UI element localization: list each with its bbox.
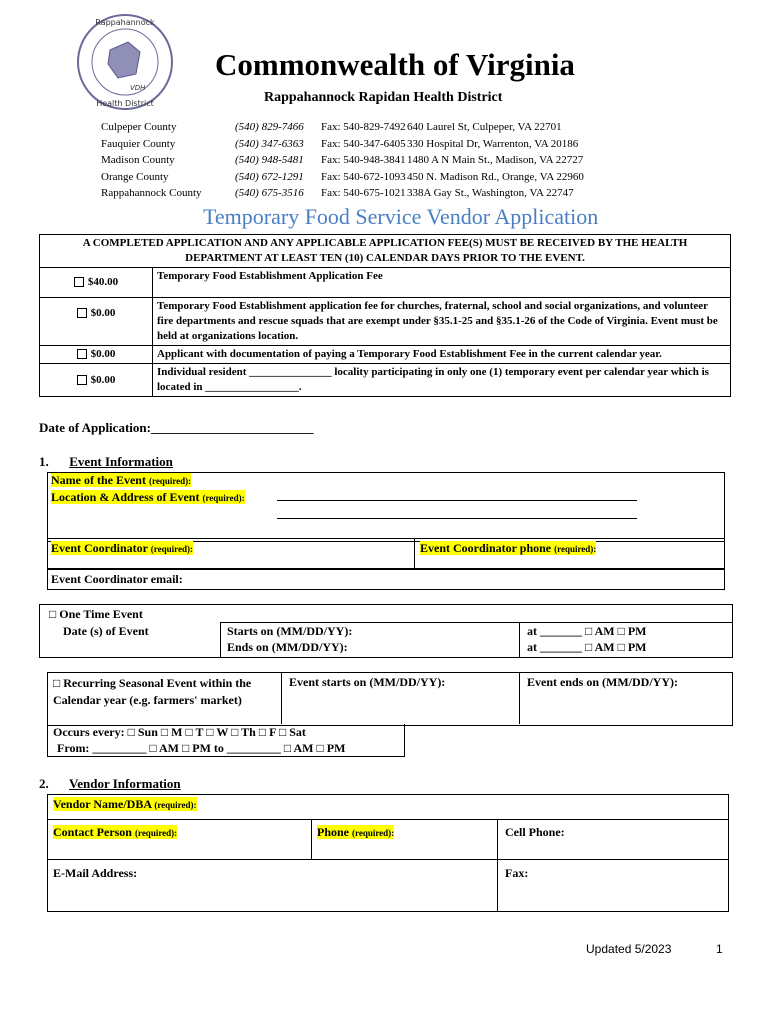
fee-amount: $40.00 (87, 276, 119, 288)
county-row-culpeper (101, 119, 584, 136)
section-number: 2. (39, 776, 49, 791)
county-directory (101, 119, 584, 202)
dates-of-event-label: Date (s) of Event (63, 624, 149, 638)
section-title: Event Information (69, 454, 173, 469)
county-fax: Fax: 540-948-3841 (321, 154, 406, 166)
section-title: Vendor Information (69, 776, 181, 791)
section-2-heading (39, 776, 181, 792)
fax-label[interactable]: Fax: (505, 866, 529, 880)
start-time-field[interactable]: at _______ □ AM □ PM (527, 624, 647, 638)
county-name: Culpeper County (101, 121, 177, 133)
event-coordinator-phone-label[interactable]: Event Coordinator phone (required): (420, 541, 597, 555)
recurring-event-checkbox[interactable]: □ Recurring Seasonal Event within the Calendar year (e.g. farmers' market) (53, 676, 252, 707)
from-to-time-field[interactable]: From: _________ □ AM □ PM to _________ □ AM □ PM (57, 741, 346, 755)
county-name: Orange County (101, 170, 169, 183)
county-phone: (540) 829-7466 (235, 121, 304, 133)
checkbox[interactable] (77, 308, 87, 318)
county-address: 640 Laurel St, Culpeper, VA 22701 (407, 121, 562, 133)
divider (220, 622, 732, 623)
county-address: 450 N. Madison Rd., Orange, VA 22960 (407, 170, 584, 183)
event-ends-on-label[interactable]: Event ends on (MM/DD/YY): (527, 675, 678, 689)
county-address: 330 Hospital Dr, Warrenton, VA 20186 (407, 137, 579, 150)
county-fax: Fax: 540-347-6405 (321, 137, 406, 150)
page-number: 1 (716, 942, 723, 956)
fee-table (39, 234, 731, 397)
fee-option-40[interactable] (40, 268, 153, 298)
county-address: 338A Gay St., Washington, VA 22747 (407, 187, 574, 199)
fee-option-paid[interactable] (40, 346, 153, 364)
divider (281, 672, 282, 724)
coordinator-divider (414, 538, 415, 569)
county-name: Fauquier County (101, 137, 176, 150)
county-fax: Fax: 540-672-1093 (321, 170, 406, 183)
fee-notice: A COMPLETED APPLICATION AND ANY APPLICABLE APPLICATION FEE(S) MUST BE RECEIVED BY THE HEALTH DEPARTMENT AT LEAST TEN (10) CALENDAR DAYS PRIOR TO THE EVENT. (40, 235, 731, 268)
one-time-event-checkbox[interactable]: □ One Time Event (49, 607, 143, 621)
divider (519, 672, 520, 724)
phone-label[interactable]: Phone (required): (317, 825, 395, 839)
date-of-application-field[interactable]: Date of Application:_________________________ (39, 420, 314, 435)
fee-amount: $0.00 (90, 348, 116, 360)
vdh-seal-logo (70, 12, 180, 112)
divider (47, 859, 728, 860)
location-line-1[interactable] (277, 500, 637, 501)
divider (220, 622, 221, 657)
checkbox[interactable] (77, 375, 87, 385)
county-name: Madison County (101, 154, 175, 166)
cell-phone-label[interactable]: Cell Phone: (505, 825, 565, 839)
divider (497, 819, 498, 911)
page-title: Commonwealth of Virginia (215, 47, 575, 82)
event-coordinator-email-label[interactable]: Event Coordinator email: (51, 572, 183, 586)
section-1-heading (39, 454, 173, 470)
fee-amount: $0.00 (90, 373, 116, 386)
county-phone: (540) 948-5481 (235, 154, 304, 166)
section-number: 1. (39, 454, 49, 469)
county-fax: Fax: 540-675-1021 (321, 187, 406, 199)
county-row-rappahannock (101, 185, 584, 202)
fee-description: Temporary Food Establishment Application Fee (153, 268, 731, 298)
starts-on-label[interactable]: Starts on (MM/DD/YY): (227, 624, 353, 638)
county-row-fauquier (101, 136, 584, 153)
county-phone: (540) 675-3516 (235, 187, 304, 199)
county-row-madison (101, 152, 584, 169)
vendor-name-label[interactable]: Vendor Name/DBA (required): (53, 797, 197, 811)
county-fax: Fax: 540-829-7492 (321, 121, 406, 133)
checkbox[interactable] (74, 277, 84, 287)
divider (519, 622, 520, 657)
event-name-label[interactable]: Name of the Event (required): (51, 473, 192, 487)
event-coordinator-label[interactable]: Event Coordinator (required): (51, 541, 193, 555)
checkbox[interactable] (77, 349, 87, 359)
county-phone: (540) 672-1291 (235, 170, 304, 183)
county-row-orange (101, 169, 584, 186)
event-location-label[interactable]: Location & Address of Event (required): (51, 490, 245, 504)
county-address: 1480 A N Main St., Madison, VA 22727 (407, 154, 584, 166)
email-address-label[interactable]: E-Mail Address: (53, 866, 138, 880)
fee-option-individual[interactable] (40, 364, 153, 397)
county-phone: (540) 347-6363 (235, 137, 304, 150)
updated-date: Updated 5/2023 (586, 942, 672, 956)
district-subtitle: Rappahannock Rapidan Health District (264, 90, 503, 105)
application-title: Temporary Food Service Vendor Application (203, 204, 599, 229)
ends-on-label[interactable]: Ends on (MM/DD/YY): (227, 640, 348, 654)
svg-text:VDH: VDH (130, 84, 146, 92)
location-line-2[interactable] (277, 518, 637, 519)
divider (47, 819, 728, 820)
fee-description: Temporary Food Establishment application fee for churches, fraternal, school and social organizations, and volunteer fire departments and rescue squads that are exempt under §35.1-25 and §35.1-26 of the Code of Virginia. Event must be held at organizations location. (153, 298, 731, 346)
fee-amount: $0.00 (90, 307, 116, 319)
fee-description: Individual resident _______________ locality participating in only one (1) temporary event per calendar year which is located in _________________. (153, 364, 731, 397)
svg-text:Health District: Health District (96, 99, 154, 108)
event-starts-on-label[interactable]: Event starts on (MM/DD/YY): (289, 675, 446, 689)
svg-text:Rappahannock: Rappahannock (95, 18, 155, 27)
fee-option-exempt-org[interactable] (40, 298, 153, 346)
contact-person-label[interactable]: Contact Person (required): (53, 825, 178, 839)
divider (311, 819, 312, 860)
county-name: Rappahannock County (101, 187, 202, 199)
end-time-field[interactable]: at _______ □ AM □ PM (527, 640, 647, 654)
fee-description: Applicant with documentation of paying a Temporary Food Establishment Fee in the current calendar year. (153, 346, 731, 364)
occurs-every-field[interactable]: Occurs every: □ Sun □ M □ T □ W □ Th □ F □ Sat (53, 725, 306, 739)
